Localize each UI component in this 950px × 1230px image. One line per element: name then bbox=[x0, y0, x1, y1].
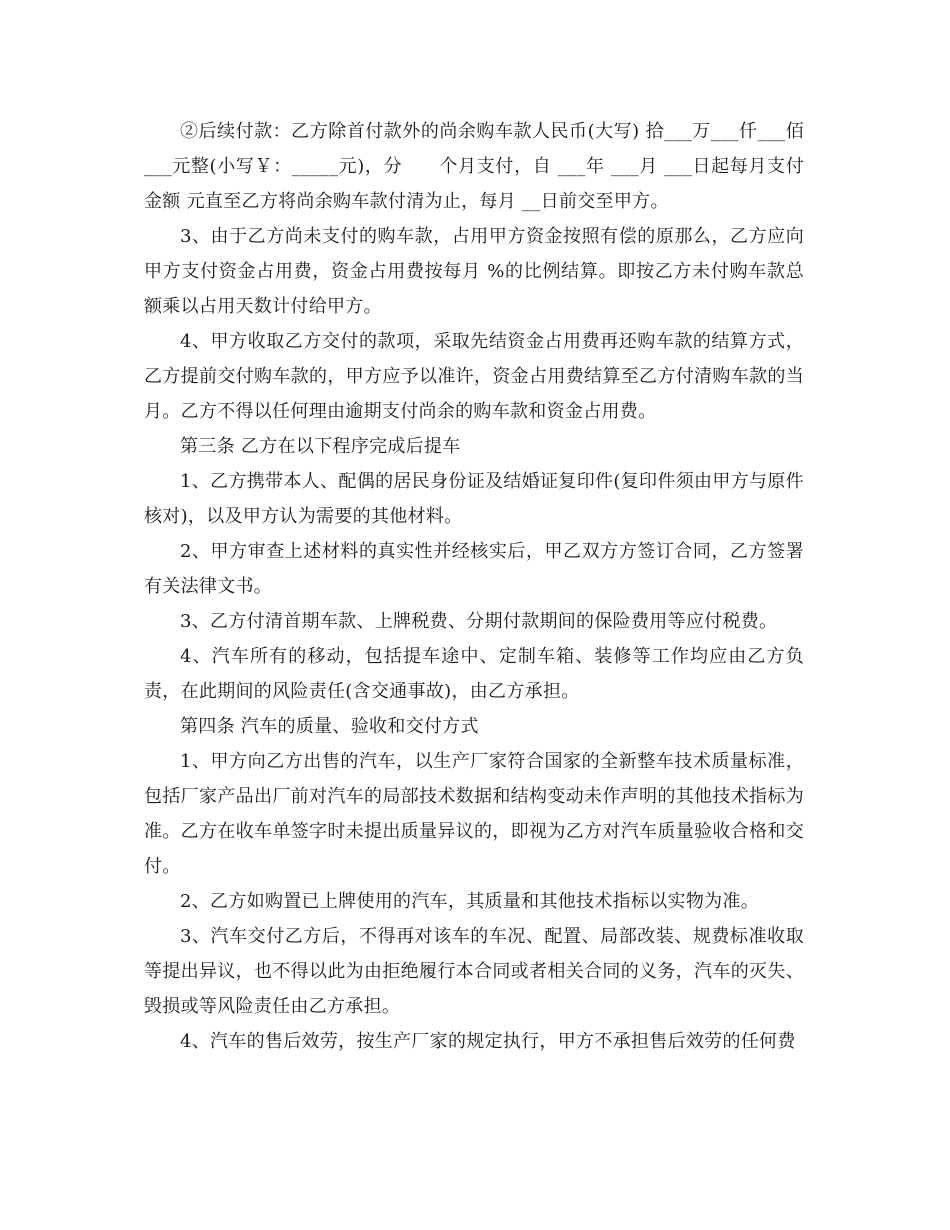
paragraph-id-documents: 1、乙方携带本人、配偶的居民身份证及结婚证复印件(复印件须由甲方与原件核对)，以及甲方认为需要的其他材料。 bbox=[144, 471, 804, 527]
paragraph-after-sales-service: 4、汽车的售后效劳，按生产厂家的规定执行，甲方不承担售后效劳的任何费 bbox=[180, 1031, 796, 1052]
paragraph-subsequent-payment: ②后续付款：乙方除首付款外的尚余购车款人民币(大写) 拾___万___仟___佰___元整(小写￥：_____元)，分 个月支付，自 ___年 ___月 ___日起每月支付金额 元直至乙方将尚余购车款付清为止，每月 __日前交至甲方。 bbox=[144, 121, 804, 212]
paragraph-used-vehicle: 2、乙方如购置已上牌使用的汽车，其质量和其他技术指标以实物为准。 bbox=[180, 891, 760, 912]
paragraph-capital-fee: 3、由于乙方尚未支付的购车款，占用甲方资金按照有偿的原那么，乙方应向甲方支付资金占用费，资金占用费按每月 %的比例结算。即按乙方未付购车款总额乘以占用天数计付给甲方。 bbox=[144, 226, 804, 317]
paragraph-pay-first-installment: 3、乙方付清首期车款、上牌税费、分期付款期间的保险费用等应付税费。 bbox=[180, 611, 778, 632]
section-heading-article-4: 第四条 汽车的质量、验收和交付方式 bbox=[180, 716, 479, 737]
paragraph-vehicle-movement: 4、汽车所有的移动，包括提车途中、定制车箱、装修等工作均应由乙方负责，在此期间的风险责任(含交通事故)，由乙方承担。 bbox=[144, 646, 804, 702]
paragraph-after-delivery: 3、汽车交付乙方后，不得再对该车的车况、配置、局部改装、规费标准收取等提出异议，也不得以此为由拒绝履行本合同或者相关合同的义务，汽车的灭失、毁损或等风险责任由乙方承担。 bbox=[144, 926, 804, 1017]
paragraph-settlement-method: 4、甲方收取乙方交付的款项，采取先结资金占用费再还购车款的结算方式，乙方提前交付购车款的，甲方应予以准许，资金占用费结算至乙方付清购车款的当月。乙方不得以任何理由逾期支付尚余的购车款和资金占用费。 bbox=[144, 331, 804, 422]
section-heading-article-3: 第三条 乙方在以下程序完成后提车 bbox=[180, 436, 461, 457]
paragraph-sign-contract: 2、甲方审查上述材料的真实性并经核实后，甲乙双方方签订合同，乙方签署有关法律文书。 bbox=[144, 541, 804, 597]
paragraph-quality-standard: 1、甲方向乙方出售的汽车，以生产厂家符合国家的全新整车技术质量标准，包括厂家产品出厂前对汽车的局部技术数据和结构变动未作声明的其他技术指标为准。乙方在收车单签字时未提出质量异议的，即视为乙方对汽车质量验收合格和交付。 bbox=[144, 751, 804, 877]
document-body bbox=[144, 114, 804, 1059]
